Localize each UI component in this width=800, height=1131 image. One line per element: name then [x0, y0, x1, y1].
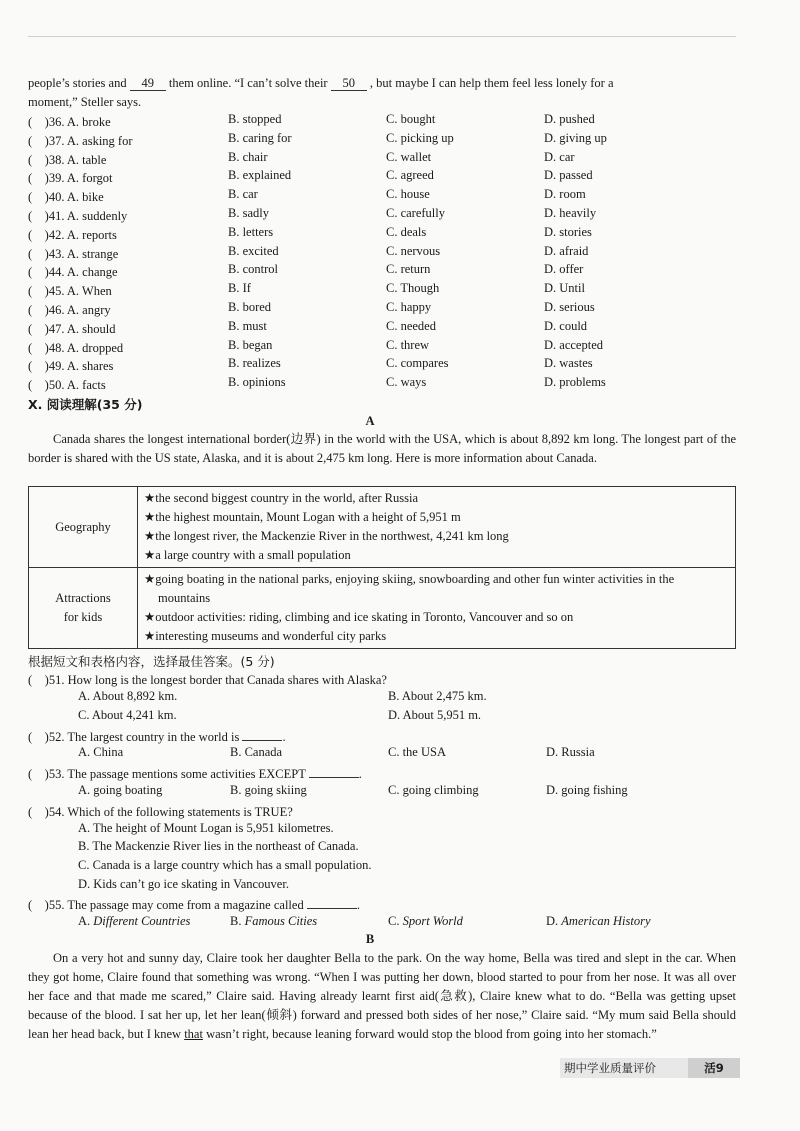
option-c[interactable]: C. compares	[386, 356, 449, 371]
option-c[interactable]: C. nervous	[386, 243, 441, 258]
cloze-question-row	[28, 112, 728, 131]
option-b[interactable]: B. chair	[228, 149, 268, 164]
question-number-option-a[interactable]: ( )45. A. When	[28, 284, 112, 299]
question-54-stem: ( )54. Which of the following statements is TRUE?	[28, 805, 293, 819]
attraction-item: ★outdoor activities: riding, climbing and ice skating in Toronto, Vancouver and so on	[144, 610, 574, 624]
option-b[interactable]: B. sadly	[228, 206, 269, 220]
option-b[interactable]: B. car	[228, 187, 258, 202]
cloze-question-row	[28, 131, 728, 150]
option-d[interactable]: D. Until	[544, 281, 585, 296]
question-number-option-a[interactable]: ( )46. A. angry	[28, 303, 111, 317]
question-number-option-a[interactable]: ( )42. A. reports	[28, 227, 117, 242]
option-c[interactable]: C. ways	[386, 375, 427, 390]
cloze-question-row	[28, 300, 728, 319]
option-d[interactable]: D. passed	[544, 168, 593, 183]
geo-item: ★the longest river, the Mackenzie River in the northwest, 4,241 km long	[144, 529, 509, 543]
cloze-question-row	[28, 244, 728, 263]
table-key-attractions-line1: Attractions	[55, 591, 111, 605]
option-b[interactable]: B. bored	[228, 300, 272, 314]
question-number-option-a[interactable]: ( )47. A. should	[28, 321, 116, 336]
option-53-d[interactable]: D. going fishing	[546, 783, 628, 797]
option-c[interactable]: C. house	[386, 187, 430, 202]
question-number-option-a[interactable]: ( )44. A. change	[28, 265, 118, 280]
option-55-a-title: Different Countries	[93, 914, 191, 928]
table-key-attractions-line2: for kids	[63, 610, 103, 624]
question-number-option-a[interactable]: ( )38. A. table	[28, 152, 107, 167]
option-c[interactable]: C. happy	[386, 300, 432, 314]
question-53-text: ( )53. The passage mentions some activities EXCEPT	[28, 767, 306, 781]
option-b[interactable]: B. If	[228, 281, 251, 296]
question-52-stem: ( )52. The largest country in the world is .	[28, 730, 286, 744]
attraction-item: ★interesting museums and wonderful city parks	[144, 629, 387, 643]
answer-blank-55	[307, 908, 357, 909]
option-d[interactable]: D. afraid	[544, 243, 589, 258]
cloze-passage-tail	[28, 74, 736, 112]
option-c[interactable]: C. Though	[386, 281, 440, 296]
passage-a-paragraph: Canada shares the longest international border(边界) in the world with the USA, which is about 8,892 km long. The longest part of the border is shared with the US state, Alaska, and it is about 2,475 km long. Here is more information about Canada.	[28, 432, 736, 465]
page-footer	[560, 1058, 740, 1078]
cloze-text-2: them online. “I can’t solve their	[168, 76, 328, 90]
option-55-a[interactable]: A. Different Countries	[78, 914, 191, 928]
option-55-c-title: Sport World	[402, 914, 463, 928]
question-53-stem: ( )53. The passage mentions some activities EXCEPT .	[28, 767, 362, 781]
passage-b-label: B	[365, 932, 375, 946]
option-b[interactable]: B. explained	[228, 168, 292, 183]
option-c[interactable]: C. picking up	[386, 130, 454, 145]
option-b[interactable]: B. excited	[228, 243, 279, 258]
instruction: 根据短文和表格内容，选择最佳答案。(5 分)	[28, 654, 275, 669]
question-number-option-a[interactable]: ( )37. A. asking for	[28, 133, 133, 148]
cloze-question-row	[28, 262, 728, 281]
blank-49: 49	[130, 76, 166, 91]
option-d[interactable]: D. serious	[544, 300, 595, 314]
option-b[interactable]: B. stopped	[228, 112, 282, 126]
cloze-question-row	[28, 225, 728, 244]
attraction-item: ★going boating in the national parks, enjoying skiing, snowboarding and other fun winter activities in the mountains	[144, 572, 675, 605]
option-d[interactable]: D. stories	[544, 224, 592, 239]
option-d[interactable]: D. wastes	[544, 356, 593, 371]
option-55-d-title: American History	[561, 914, 651, 928]
question-number-option-a[interactable]: ( )36. A. broke	[28, 115, 111, 129]
question-number-option-a[interactable]: ( )39. A. forgot	[28, 171, 113, 186]
answer-blank-53	[309, 777, 359, 778]
geo-item: ★the highest mountain, Mount Logan with a height of 5,951 m	[144, 510, 461, 524]
option-52-c[interactable]: C. the USA	[388, 745, 446, 759]
cloze-question-row	[28, 150, 728, 169]
passage-b-paragraph	[28, 949, 736, 1044]
question-55-stem: ( )55. The passage may come from a magazine called .	[28, 898, 360, 912]
section-title: Ⅹ. 阅读理解(35 分)	[28, 397, 143, 412]
option-c[interactable]: C. carefully	[386, 206, 446, 220]
option-55-d[interactable]: D. American History	[546, 914, 651, 928]
option-b[interactable]: B. began	[228, 337, 273, 352]
option-d[interactable]: D. accepted	[544, 337, 603, 352]
footer-label: 期中学业质量评价	[564, 1061, 656, 1075]
option-c[interactable]: C. return	[386, 262, 431, 277]
option-c[interactable]: C. agreed	[386, 168, 434, 183]
cloze-text-3: , but maybe I can help them feel less lonely for a	[369, 76, 614, 90]
option-51-d[interactable]: D. About 5,951 m.	[388, 708, 482, 722]
option-51-c[interactable]: C. About 4,241 km.	[78, 708, 177, 722]
option-d[interactable]: D. could	[544, 318, 588, 333]
option-54-a[interactable]: A. The height of Mount Logan is 5,951 kilometres.	[78, 821, 334, 835]
option-c[interactable]: C. threw	[386, 337, 430, 352]
option-54-b[interactable]: B. The Mackenzie River lies in the northeast of Canada.	[78, 839, 359, 853]
passage-b-text: On a very hot and sunny day, Claire took her daughter Bella to the park. On the way home, Bella was tired and slept in the car. When they got home, Claire found that something was wrong. “When I was putting her down, blood started to pour from her nose. It was all over her face and that made me scared,” Claire said. Having already learnt first aid(急救), Claire knew what to do. “Bella was getting upset because of the blood. I sat her up, let her lean(倾斜) forward and pressed both sides of her nose,” Claire said. “My mum said Bella should lean her head back, but I knew	[28, 951, 736, 1041]
cloze-text-4: moment,” Steller says.	[28, 95, 142, 109]
cloze-question-row	[28, 338, 728, 357]
underlined-word: that	[184, 1027, 203, 1041]
option-55-c[interactable]: C. Sport World	[388, 914, 463, 928]
option-d[interactable]: D. offer	[544, 262, 584, 277]
question-number-option-a[interactable]: ( )43. A. strange	[28, 246, 119, 261]
cloze-question-row	[28, 281, 728, 300]
cloze-question-row	[28, 319, 728, 338]
option-c[interactable]: C. wallet	[386, 149, 432, 164]
passage-b-text-end: wasn’t right, because leaning forward would stop the blood from going into her stomach.”	[206, 1027, 657, 1041]
option-52-a[interactable]: A. China	[78, 745, 124, 759]
cloze-question-row	[28, 356, 728, 375]
cloze-question-row	[28, 206, 728, 225]
option-53-c[interactable]: C. going climbing	[388, 783, 479, 797]
question-number-option-a[interactable]: ( )48. A. dropped	[28, 340, 124, 355]
table-value-attractions	[138, 568, 736, 649]
cloze-question-row	[28, 187, 728, 206]
option-d[interactable]: D. heavily	[544, 206, 597, 220]
geo-item: ★the second biggest country in the world, after Russia	[144, 491, 418, 505]
answer-blank-52	[242, 740, 282, 741]
option-b[interactable]: B. letters	[228, 224, 274, 239]
option-53-a[interactable]: A. going boating	[78, 783, 163, 797]
option-52-d[interactable]: D. Russia	[546, 745, 595, 759]
question-number-option-a[interactable]: ( )40. A. bike	[28, 190, 104, 205]
option-c[interactable]: C. bought	[386, 112, 436, 126]
question-number-option-a[interactable]: ( )49. A. shares	[28, 359, 114, 374]
option-d[interactable]: D. car	[544, 149, 575, 164]
cloze-question-row	[28, 375, 728, 394]
option-54-c[interactable]: C. Canada is a large country which has a small population.	[78, 858, 372, 872]
table-key-geography: Geography	[29, 487, 138, 568]
option-51-b[interactable]: B. About 2,475 km.	[388, 689, 487, 703]
question-number-option-a[interactable]: ( )41. A. suddenly	[28, 209, 128, 223]
option-d[interactable]: D. room	[544, 187, 586, 202]
question-52-text: ( )52. The largest country in the world is	[28, 730, 240, 744]
option-b[interactable]: B. realizes	[228, 356, 281, 371]
option-b[interactable]: B. caring for	[228, 130, 292, 145]
option-d[interactable]: D. giving up	[544, 130, 607, 145]
option-d[interactable]: D. problems	[544, 375, 606, 390]
cloze-question-row	[28, 168, 728, 187]
option-c[interactable]: C. deals	[386, 224, 427, 239]
table-row-geography	[29, 487, 736, 568]
option-d[interactable]: D. pushed	[544, 112, 595, 126]
canada-info-table	[28, 486, 736, 649]
option-55-b-title: Famous Cities	[244, 914, 318, 928]
question-55-text: ( )55. The passage may come from a magazine called	[28, 898, 304, 912]
table-value-geography	[138, 487, 736, 568]
option-c[interactable]: C. needed	[386, 318, 436, 333]
top-rule	[28, 36, 736, 37]
option-b[interactable]: B. opinions	[228, 375, 286, 390]
passage-a-label: A	[365, 414, 375, 428]
option-b[interactable]: B. control	[228, 262, 278, 277]
blank-50: 50	[331, 76, 367, 91]
option-54-d[interactable]: D. Kids can’t go ice skating in Vancouver.	[78, 877, 289, 891]
option-52-b[interactable]: B. Canada	[230, 745, 283, 759]
option-55-b[interactable]: B. Famous Cities	[230, 914, 318, 928]
table-row-attractions	[29, 568, 736, 649]
question-51-stem: ( )51. How long is the longest border that Canada shares with Alaska?	[28, 673, 387, 687]
table-key-attractions	[29, 568, 138, 649]
question-number-option-a[interactable]: ( )50. A. facts	[28, 378, 106, 393]
geo-item: ★a large country with a small population	[144, 548, 351, 562]
cloze-text-1: people’s stories and	[28, 76, 127, 90]
page-number: 活9	[688, 1058, 740, 1078]
option-51-a[interactable]: A. About 8,892 km.	[78, 689, 178, 703]
option-53-b[interactable]: B. going skiing	[230, 783, 307, 797]
option-b[interactable]: B. must	[228, 318, 267, 333]
